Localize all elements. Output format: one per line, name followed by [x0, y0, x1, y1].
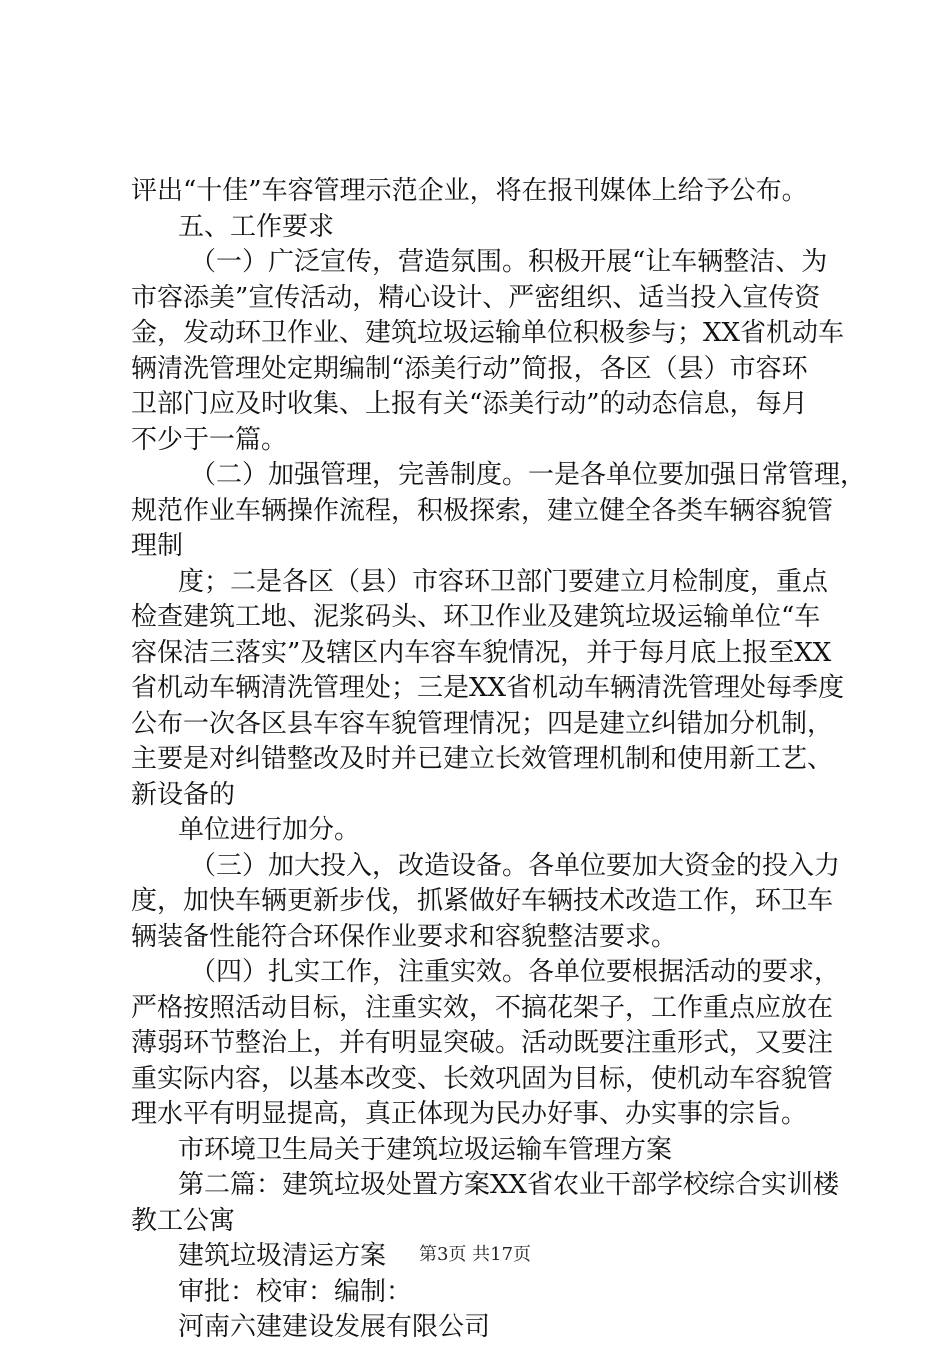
- paragraph-line: 辆装备性能符合环保作业要求和容貌整洁要求。: [131, 921, 678, 952]
- paragraph-line: 省机动车辆清洗管理处；三是XX省机动车辆清洗管理处每季度: [131, 673, 845, 703]
- paragraph-line: （四）扎实工作，注重实效。各单位要根据活动的要求，: [190, 957, 841, 987]
- paragraph-line: 金，发动环卫作业、建筑垃圾运输单位积极参与；XX省机动车: [131, 318, 845, 348]
- page-number-footer: 第3页 共17页: [418, 1244, 532, 1265]
- paragraph-line: 不少于一篇。: [131, 424, 288, 455]
- paragraph-line: 度，加快车辆更新步伐，抓紧做好车辆技术改造工作，环卫车: [131, 886, 834, 916]
- paragraph-line: 度；二是各区（县）市容环卫部门要建立月检制度，重点: [178, 566, 829, 597]
- paragraph-line: 辆清洗管理处定期编制“添美行动”简报，各区（县）市容环: [131, 353, 808, 384]
- paragraph-line: 建筑垃圾清运方案: [178, 1241, 387, 1271]
- paragraph-line: 教工公寓: [131, 1205, 236, 1236]
- paragraph-line: 卫部门应及时收集、上报有关“添美行动”的动态信息，每月: [131, 389, 808, 419]
- paragraph-line: 审批：校审：编制：: [178, 1276, 413, 1307]
- paragraph-line: （三）加大投入，改造设备。各单位要加大资金的投入力: [190, 850, 841, 881]
- paragraph-line: 公布一次各区县车容车貌管理情况；四是建立纠错加分机制，: [131, 708, 834, 739]
- paragraph-line: 理制: [131, 531, 184, 561]
- paragraph-line: 河南六建建设发展有限公司: [178, 1312, 491, 1342]
- section-heading: 第二篇：建筑垃圾处置方案XX省农业干部学校综合实训楼: [178, 1170, 840, 1200]
- paragraph-line: （一）广泛宣传，营造氛围。积极开展“让车辆整洁、为: [190, 247, 828, 277]
- paragraph-line: 评出“十佳”车容管理示范企业，将在报刊媒体上给予公布。: [131, 176, 808, 206]
- paragraph-line: 理水平有明显提高，真正体现为民办好事、办实事的宗旨。: [131, 1099, 808, 1129]
- document-body: [131, 174, 867, 1346]
- paragraph-line: 严格按照活动目标，注重实效，不搞花架子，工作重点应放在: [131, 992, 834, 1023]
- paragraph-line: （二）加强管理，完善制度。一是各单位要加强日常管理，: [190, 460, 867, 490]
- paragraph-line: 主要是对纠错整改及时并已建立长效管理机制和使用新工艺、: [131, 744, 834, 774]
- paragraph-line: 重实际内容，以基本改变、长效巩固为目标，使机动车容貌管: [131, 1063, 834, 1094]
- paragraph-line: 容保洁三落实”及辖区内车容车貌情况，并于每月底上报至XX: [131, 637, 832, 668]
- paragraph-line: 单位进行加分。: [178, 815, 361, 845]
- paragraph-line: 新设备的: [131, 779, 236, 810]
- paragraph-line: 市环境卫生局关于建筑垃圾运输车管理方案: [178, 1134, 673, 1165]
- paragraph-line: 规范作业车辆操作流程，积极探索，建立健全各类车辆容貌管: [131, 495, 834, 526]
- paragraph-line: 市容添美”宣传活动，精心设计、严密组织、适当投入宣传资: [131, 282, 821, 313]
- paragraph-line: 薄弱环节整治上，并有明显突破。活动既要注重形式，又要注: [131, 1028, 834, 1058]
- paragraph-line: 检查建筑工地、泥浆码头、环卫作业及建筑垃圾运输单位“车: [131, 602, 821, 632]
- section-heading: 五、工作要求: [178, 211, 335, 242]
